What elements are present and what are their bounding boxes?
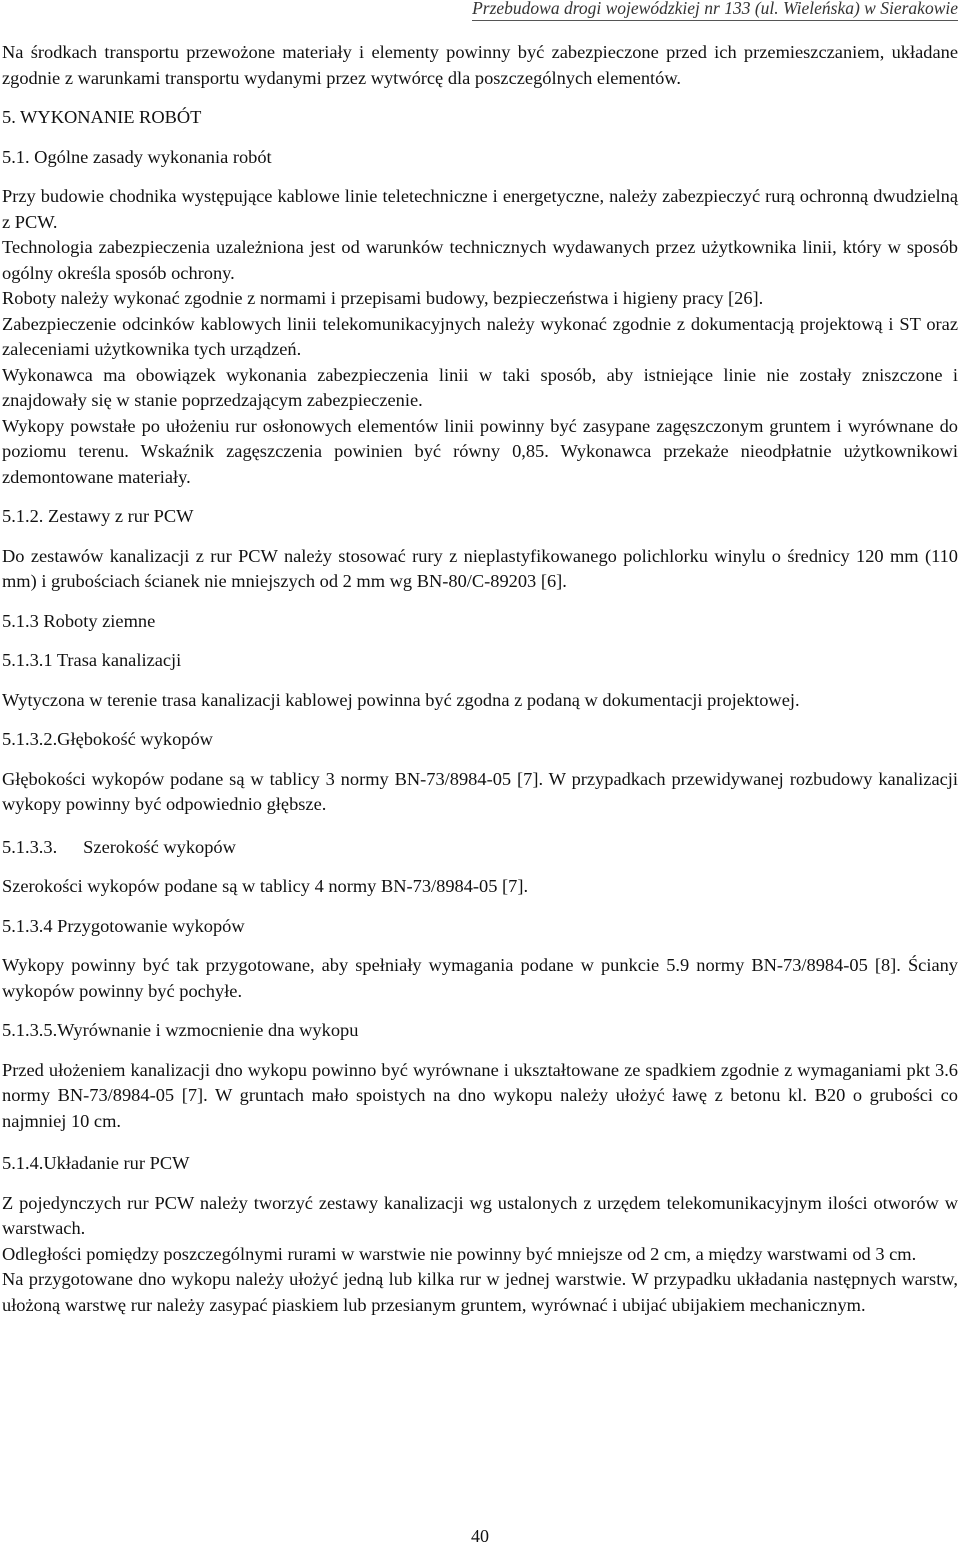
paragraph-preparation: Wykopy powinny być tak przygotowane, aby spełniały wymagania podane w punkcie 5.9 normy BN-73/8984-05 [8]. Ściany wykopów powinny być pochyłe. [2, 955, 958, 1001]
paragraph-pvc-sets: Do zestawów kanalizacji z rur PCW należy stosować rury z nieplastyfikowanego polichlorku winylu o średnicy 120 mm (110 mm) i grubościach ścianek nie mniejszych od 2 mm wg BN-80/C-89203 [6]. [2, 545, 958, 591]
paragraph-depth: Głębokości wykopów podane są w tablicy 3 normy BN-73/8984-05 [7]. W przypadkach przewidywanej rozbudowy kanalizacji wykopy powinny być odpowiednio głębsze. [2, 768, 958, 814]
section-heading-5-1-3-2: 5.1.3.2.Głębokość wykopów [2, 729, 213, 749]
page-number: 40 [471, 1526, 489, 1546]
paragraph-cable-protection: Przy budowie chodnika występujące kablowe linie teletechniczne i energetyczne, należy zabezpieczyć rurą ochronną dwudzielną z PCW. [2, 186, 958, 232]
paragraph-telecom-protection: Zabezpieczenie odcinków kablowych linii telekomunikacyjnych należy wykonać zgodnie z dokumentacją projektową i ST oraz zaleceniami użytkownika tych urządzeń. [2, 313, 958, 359]
running-header: Przebudowa drogi wojewódzkiej nr 133 (ul. Wieleńska) w Sierakowie [472, 0, 958, 21]
section-heading-5: 5. WYKONANIE ROBÓT [2, 107, 202, 127]
section-heading-5-1-2: 5.1.2. Zestawy z rur PCW [2, 506, 194, 526]
section-heading-5-1-3-3 [2, 835, 958, 861]
paragraph-technology: Technologia zabezpieczenia uzależniona jest od warunków technicznych wydawanych przez użytkownika linii, który w sposób ogólny określa sposób ochrony. [2, 237, 958, 283]
paragraph-regulations: Roboty należy wykonać zgodnie z normami i przepisami budowy, bezpieczeństwa i higieny pracy [26]. [2, 288, 764, 308]
heading-text: Szerokość wykopów [83, 836, 236, 857]
section-heading-5-1-3-1: 5.1.3.1 Trasa kanalizacji [2, 650, 182, 670]
paragraph-laying: Na przygotowane dno wykopu należy ułożyć jedną lub kilka rur w jednej warstwie. W przypadku układania następnych warstw, ułożoną warstwę rur należy zasypać piaskiem lub przesianym gruntem, wyrównać i ubijać ubijakiem mechanicznym. [2, 1269, 958, 1315]
section-heading-5-1-3-5: 5.1.3.5.Wyrównanie i wzmocnienie dna wykopu [2, 1020, 359, 1040]
paragraph-transport: Na środkach transportu przewożone materiały i elementy powinny być zabezpieczone przed ich przemieszczaniem, układane zgodnie z warunkami transportu wydanymi przez wytwórcę dla poszczególnych elementów. [2, 42, 958, 88]
section-heading-5-1-3: 5.1.3 Roboty ziemne [2, 610, 156, 631]
paragraph-pipe-sets: Z pojedynczych rur PCW należy tworzyć zestawy kanalizacji wg ustalonych z urzędem telekomunikacyjnym ilości otworów w warstwach. [2, 1192, 958, 1238]
paragraph-backfill: Wykopy powstałe po ułożeniu rur osłonowych elementów linii powinny być zasypane zagęszczonym gruntem i wyrównane do poziomu terenu. Wskaźnik zagęszczenia powinien być równy 0,85. Wykonawca przekaże nieodpłatnie użytkownikowi zdemontowane materiały. [2, 415, 958, 487]
paragraph-spacing: Odległości pomiędzy poszczególnymi rurami w warstwie nie powinny być mniejsze od 2 cm, a między warstwami od 3 cm. [2, 1243, 917, 1264]
paragraph-leveling: Przed ułożeniem kanalizacji dno wykopu powinno być wyrównane i ukształtowane ze spadkiem zgodnie z wymaganiami pkt 3.6 normy BN-73/8984-05 [7]. W gruntach mało spoistych na dno wykopu należy ułożyć ławę z betonu kl. B20 o grubości co najmniej 10 cm. [2, 1059, 958, 1131]
document-page [2, 40, 958, 1318]
paragraph-route: Wytyczona w terenie trasa kanalizacji kablowej powinna być zgodna z podaną w dokumentacji projektowej. [2, 689, 800, 710]
paragraph-width: Szerokości wykopów podane są w tablicy 4 normy BN-73/8984-05 [7]. [2, 876, 529, 896]
paragraph-contractor-duty: Wykonawca ma obowiązek wykonania zabezpieczenia linii w taki sposób, aby istniejące linie nie zostały zniszczone i znajdowały się w stanie poprzedzającym zabezpieczenie. [2, 364, 958, 410]
heading-number: 5.1.3.3. [2, 836, 58, 857]
section-heading-5-1: 5.1. Ogólne zasady wykonania robót [2, 146, 272, 167]
section-heading-5-1-3-4: 5.1.3.4 Przygotowanie wykopów [2, 915, 245, 936]
section-heading-5-1-4: 5.1.4.Układanie rur PCW [2, 1153, 190, 1173]
